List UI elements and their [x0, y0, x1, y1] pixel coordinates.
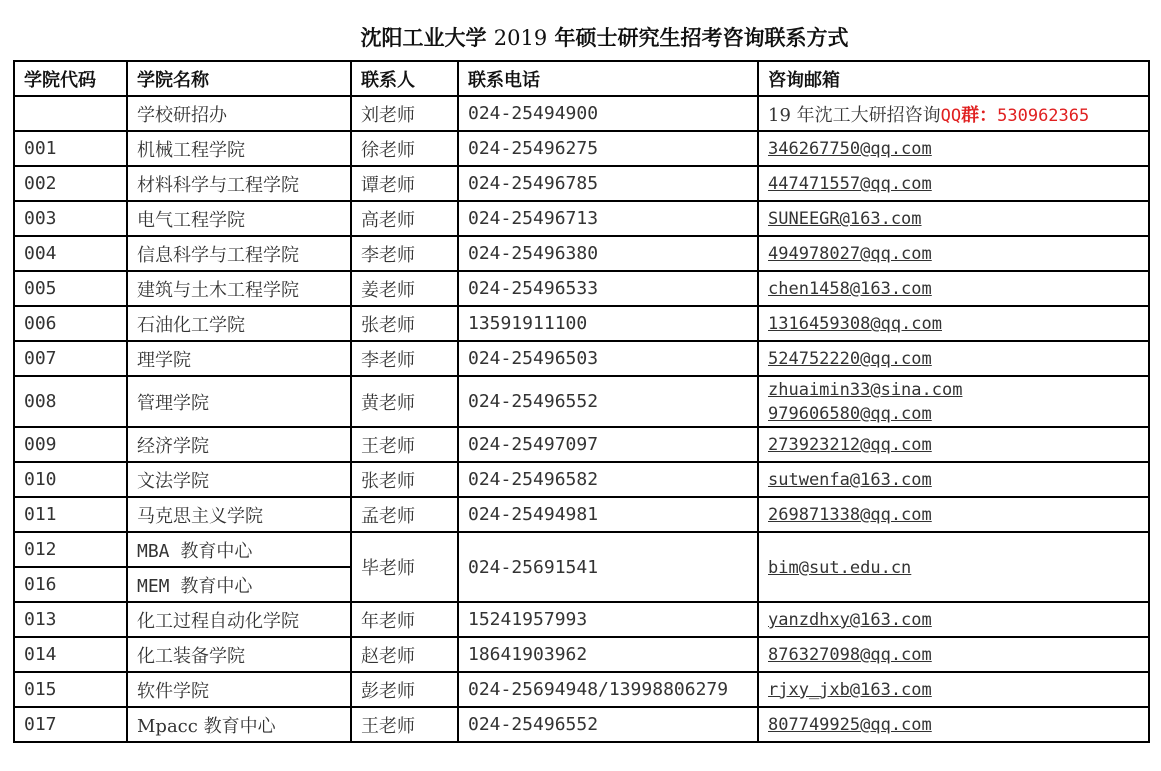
cell-contact: 年老师	[351, 602, 458, 637]
email-link[interactable]: bim@sut.edu.cn	[768, 557, 912, 578]
cell-name: 建筑与土木工程学院	[127, 271, 351, 306]
cell-email	[758, 462, 1149, 497]
email-link[interactable]: 269871338@qq.com	[768, 505, 932, 525]
title-prefix: 沈阳工业大学	[360, 25, 487, 50]
cell-contact: 彭老师	[351, 672, 458, 707]
cell-code: 017	[14, 707, 127, 742]
table-row	[14, 236, 1149, 271]
cell-phone: 18641903962	[458, 637, 758, 672]
cell-email	[758, 602, 1149, 637]
cell-name: 经济学院	[127, 427, 351, 462]
table-row	[14, 376, 1149, 427]
cell-name: 文法学院	[127, 462, 351, 497]
email-link[interactable]: 876327098@qq.com	[768, 645, 932, 665]
cell-code: 006	[14, 306, 127, 341]
table-row	[14, 602, 1149, 637]
cell-phone: 024-25496552	[458, 707, 758, 742]
table-row	[14, 201, 1149, 236]
table-row	[14, 462, 1149, 497]
table-row	[14, 427, 1149, 462]
title-year: 2019	[493, 26, 548, 50]
cell-contact: 张老师	[351, 306, 458, 341]
email-link[interactable]: chen1458@163.com	[768, 279, 932, 299]
cell-email	[758, 271, 1149, 306]
header-email: 咨询邮箱	[758, 61, 1149, 96]
cell-contact: 黄老师	[351, 376, 458, 427]
cell-code: 010	[14, 462, 127, 497]
cell-phone: 024-25496713	[458, 201, 758, 236]
cell-email	[758, 707, 1149, 742]
table-header-row	[14, 61, 1149, 96]
cell-code: 016	[14, 567, 127, 602]
email-link[interactable]: 273923212@qq.com	[768, 435, 932, 455]
table-row	[14, 497, 1149, 532]
cell-email	[758, 672, 1149, 707]
email-link[interactable]: rjxy_jxb@163.com	[768, 680, 932, 700]
cell-name: 材料科学与工程学院	[127, 166, 351, 201]
title-suffix: 年硕士研究生招考咨询联系方式	[554, 25, 849, 50]
email-link[interactable]: yanzdhxy@163.com	[768, 610, 932, 630]
cell-phone: 024-25496552	[458, 376, 758, 427]
email-link[interactable]: 346267750@qq.com	[768, 139, 932, 159]
cell-phone: 024-25496503	[458, 341, 758, 376]
cell-email	[758, 376, 1149, 427]
cell-phone: 024-25496275	[458, 131, 758, 166]
cell-name: 理学院	[127, 341, 351, 376]
cell-phone: 024-25694948/13998806279	[458, 672, 758, 707]
cell-phone: 024-25496380	[458, 236, 758, 271]
cell-contact: 孟老师	[351, 497, 458, 532]
cell-code: 003	[14, 201, 127, 236]
cell-name: 管理学院	[127, 376, 351, 427]
cell-code: 012	[14, 532, 127, 567]
cell-email	[758, 306, 1149, 341]
cell-phone: 024-25496582	[458, 462, 758, 497]
cell-contact: 毕老师	[351, 532, 458, 602]
qq-group-label: 群：	[961, 104, 998, 126]
cell-name: 化工装备学院	[127, 637, 351, 672]
qq-number: 530962365	[997, 105, 1090, 126]
email-link[interactable]: 979606580@qq.com	[768, 403, 932, 424]
cell-email	[758, 497, 1149, 532]
cell-name: 电气工程学院	[127, 201, 351, 236]
cell-name: 石油化工学院	[127, 306, 351, 341]
table-row	[14, 532, 1149, 567]
cell-phone: 024-25494900	[458, 96, 758, 131]
email-link[interactable]: zhuaimin33@sina.com	[768, 379, 963, 400]
cell-contact: 高老师	[351, 201, 458, 236]
cell-email	[758, 236, 1149, 271]
cell-contact: 姜老师	[351, 271, 458, 306]
cell-code: 002	[14, 166, 127, 201]
cell-contact: 赵老师	[351, 637, 458, 672]
cell-phone: 024-25494981	[458, 497, 758, 532]
cell-code: 011	[14, 497, 127, 532]
email-link[interactable]: 807749925@qq.com	[768, 715, 932, 735]
cell-name: 化工过程自动化学院	[127, 602, 351, 637]
cell-code: 004	[14, 236, 127, 271]
cell-contact: 李老师	[351, 341, 458, 376]
email-link[interactable]: 494978027@qq.com	[768, 244, 932, 264]
table-row	[14, 271, 1149, 306]
qq-label: QQ	[940, 105, 962, 126]
cell-code: 001	[14, 131, 127, 166]
contacts-table	[13, 60, 1150, 743]
header-code: 学院代码	[14, 61, 127, 96]
cell-name: 信息科学与工程学院	[127, 236, 351, 271]
cell-name: MEM 教育中心	[127, 567, 351, 602]
cell-contact: 李老师	[351, 236, 458, 271]
cell-email	[758, 201, 1149, 236]
table-row	[14, 672, 1149, 707]
cell-contact: 谭老师	[351, 166, 458, 201]
table-row	[14, 341, 1149, 376]
table-row-office	[14, 96, 1149, 131]
cell-name: 马克思主义学院	[127, 497, 351, 532]
cell-phone: 024-25496785	[458, 166, 758, 201]
cell-code	[14, 96, 127, 131]
cell-qq-note	[758, 96, 1149, 131]
cell-contact: 王老师	[351, 427, 458, 462]
cell-phone: 024-25691541	[458, 532, 758, 602]
email-link[interactable]: sutwenfa@163.com	[768, 470, 932, 490]
cell-code: 005	[14, 271, 127, 306]
cell-email	[758, 131, 1149, 166]
cell-contact: 徐老师	[351, 131, 458, 166]
cell-code: 009	[14, 427, 127, 462]
cell-email	[758, 341, 1149, 376]
table-row	[14, 306, 1149, 341]
cell-email	[758, 166, 1149, 201]
table-row	[14, 637, 1149, 672]
cell-email	[758, 637, 1149, 672]
cell-name: Mpacc 教育中心	[127, 707, 351, 742]
header-contact: 联系人	[351, 61, 458, 96]
cell-code: 014	[14, 637, 127, 672]
table-row	[14, 707, 1149, 742]
cell-email	[758, 427, 1149, 462]
qq-note-prefix: 19 年沈工大研招咨询	[768, 104, 941, 126]
header-name: 学院名称	[127, 61, 351, 96]
email-link[interactable]: 1316459308@qq.com	[768, 314, 942, 334]
email-link[interactable]: SUNEEGR@163.com	[768, 209, 922, 229]
cell-code: 007	[14, 341, 127, 376]
cell-email	[758, 532, 1149, 602]
cell-phone: 15241957993	[458, 602, 758, 637]
cell-name: 软件学院	[127, 672, 351, 707]
page-title	[0, 22, 1161, 52]
header-phone: 联系电话	[458, 61, 758, 96]
cell-contact: 王老师	[351, 707, 458, 742]
cell-name: 机械工程学院	[127, 131, 351, 166]
cell-contact: 刘老师	[351, 96, 458, 131]
cell-phone: 024-25497097	[458, 427, 758, 462]
cell-code: 008	[14, 376, 127, 427]
email-link[interactable]: 447471557@qq.com	[768, 174, 932, 194]
cell-phone: 13591911100	[458, 306, 758, 341]
table-row	[14, 166, 1149, 201]
cell-code: 015	[14, 672, 127, 707]
cell-contact: 张老师	[351, 462, 458, 497]
cell-code: 013	[14, 602, 127, 637]
email-link[interactable]: 524752220@qq.com	[768, 349, 932, 369]
cell-phone: 024-25496533	[458, 271, 758, 306]
cell-name: 学校研招办	[127, 96, 351, 131]
table-row	[14, 131, 1149, 166]
cell-name: MBA 教育中心	[127, 532, 351, 567]
